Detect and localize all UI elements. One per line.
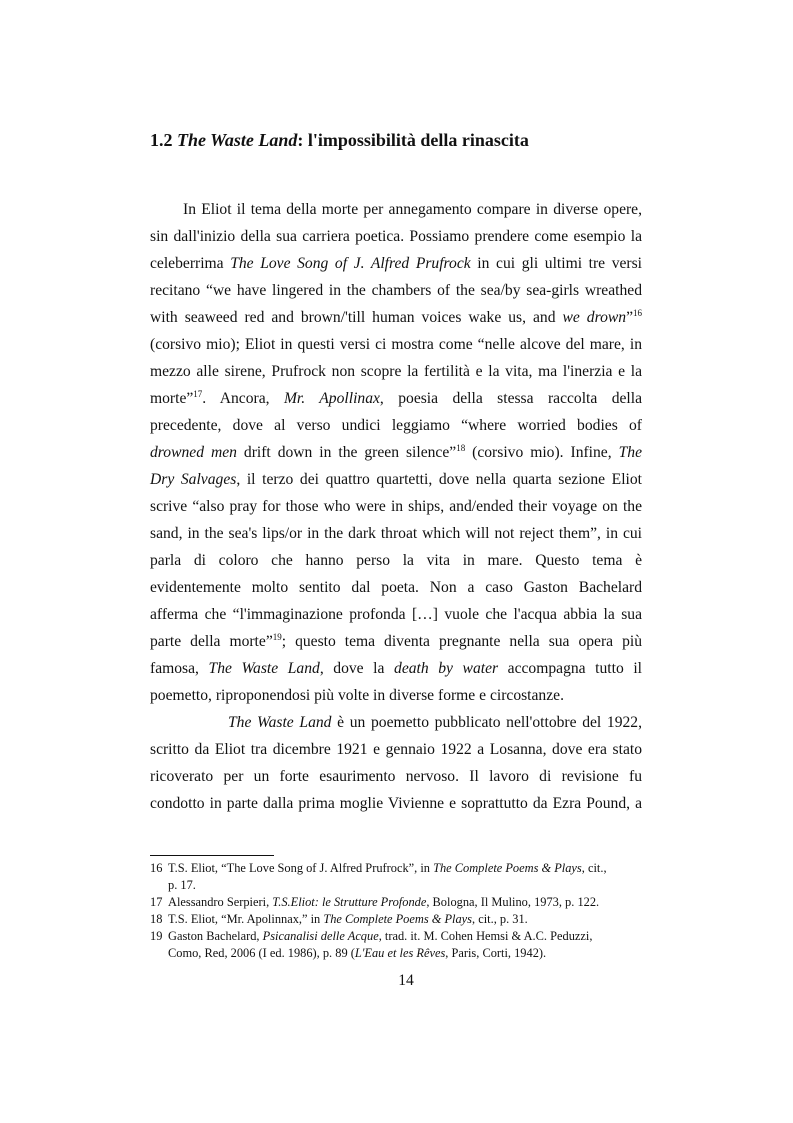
text-line: scrive “also pray for those who were in ships, and/ended their voyage on the [150, 498, 642, 515]
italic-title: Mr. Apollinax [283, 390, 380, 407]
text-line: afferma che “l'immaginazione profonda […] vuole che l'acqua abbia la sua [150, 606, 642, 623]
italic-title: The Love Song of J. Alfred Prufrock [230, 255, 471, 272]
footnote-19-cont: Como, Red, 2006 (I ed. 1986), p. 89 (L'Eau et les Rêves, Paris, Corti, 1942). [168, 946, 547, 960]
footnote-18: 18 T.S. Eliot, “Mr. Apolinnax,” in The Complete Poems & Plays, cit., p. 31. [150, 912, 528, 926]
text-line: scritto da Eliot tra dicembre 1921 e gennaio 1922 a Losanna, dove era stato [150, 741, 642, 758]
text-line: parte della morte”$^{19}$; questo tema diventa pregnante nella sua opera più [150, 631, 643, 650]
text-line: Dry Salvages, il terzo dei quattro quartetti, dove nella quarta sezione Eliot [150, 471, 642, 488]
text-line: celeberrima The Love Song of J. Alfred Prufrock in cui gli ultimi tre versi [150, 255, 643, 272]
italic-phrase: we drown [562, 309, 627, 326]
footnote-ref-17[interactable]: 17 [193, 388, 203, 399]
text-line: famosa, The Waste Land, dove la death by water accompagna tutto il [150, 660, 642, 677]
footnote-ref-16[interactable]: 16 [632, 307, 642, 318]
footnote-16: 16 T.S. Eliot, “The Love Song of J. Alfred Prufrock”, in The Complete Poems & Plays, cit., [150, 861, 607, 875]
footnote-16-cont: p. 17. [168, 878, 196, 892]
italic-title: The [618, 444, 642, 461]
text-line: condotto in parte dalla prima moglie Vivienne e soprattutto da Ezra Pound, a [150, 795, 642, 812]
italic-title: The Waste Land [208, 660, 320, 677]
text-line: ricoverato per un forte esaurimento nervoso. Il lavoro di revisione fu [150, 768, 642, 785]
footnote-ref-18[interactable]: 18 [456, 442, 466, 453]
text-line: drowned men drift down in the green silence”$^{18}$ (corsivo mio). Infine, The [150, 442, 642, 461]
text-line: sin dall'inizio della sua carriera poetica. Possiamo prendere come esempio la [150, 228, 642, 245]
italic-phrase: death by water [394, 660, 499, 677]
text-line: recitano “we have lingered in the chambers of the sea/by sea-girls wreathed [150, 282, 642, 299]
italic-phrase: drowned men [150, 444, 237, 461]
text-line: evidentemente molto sentito dal poeta. Non a caso Gaston Bachelard [150, 579, 642, 596]
text-line: with seaweed red and brown/'till human voices wake us, and we drown”$^{16}$ [150, 307, 642, 326]
text-line: The Waste Land è un poemetto pubblicato nell'ottobre del 1922, [228, 714, 642, 731]
italic-title: Dry Salvages [150, 471, 237, 488]
text-line: (corsivo mio); Eliot in questi versi ci mostra come “nelle alcove del mare, in [150, 336, 642, 353]
text-line: poemetto, riproponendosi più volte in diverse forme e circostanze. [150, 687, 564, 704]
text-line: In Eliot il tema della morte per annegamento compare in diverse opere, [183, 201, 642, 218]
footnote-19: 19 Gaston Bachelard, Psicanalisi delle Acque, trad. it. M. Cohen Hemsi & A.C. Peduzzi, [150, 929, 593, 943]
section-title-rest: : l'impossibilità della rinascita [297, 130, 529, 150]
text-line: morte”$^{17}$. Ancora, Mr. Apollinax, poesia della stessa raccolta della [150, 388, 642, 407]
italic-title: The Waste Land [228, 714, 332, 731]
footnote-separator [150, 855, 274, 856]
section-heading [150, 130, 650, 151]
text-line: parla di coloro che hanno perso la vita in mare. Questo tema è [150, 552, 642, 569]
footnote-ref-19[interactable]: 19 [272, 631, 282, 642]
footnote-17: 17 Alessandro Serpieri, T.S.Eliot: le Strutture Profonde, Bologna, Il Mulino, 1973, p. 122. [150, 895, 600, 909]
text-line: sand, in the sea's lips/or in the dark throat which will not reject them”, in cui [150, 525, 642, 542]
page-number: 14 [398, 972, 414, 989]
text-line: precedente, dove al verso undici leggiamo “where worried bodies of [150, 417, 642, 434]
section-title-italic: The Waste Land [177, 130, 298, 150]
text-line: mezzo alle sirene, Prufrock non scopre la fertilità e la vita, ma l'inerzia e la [150, 363, 642, 380]
section-number: 1.2 [150, 130, 173, 150]
